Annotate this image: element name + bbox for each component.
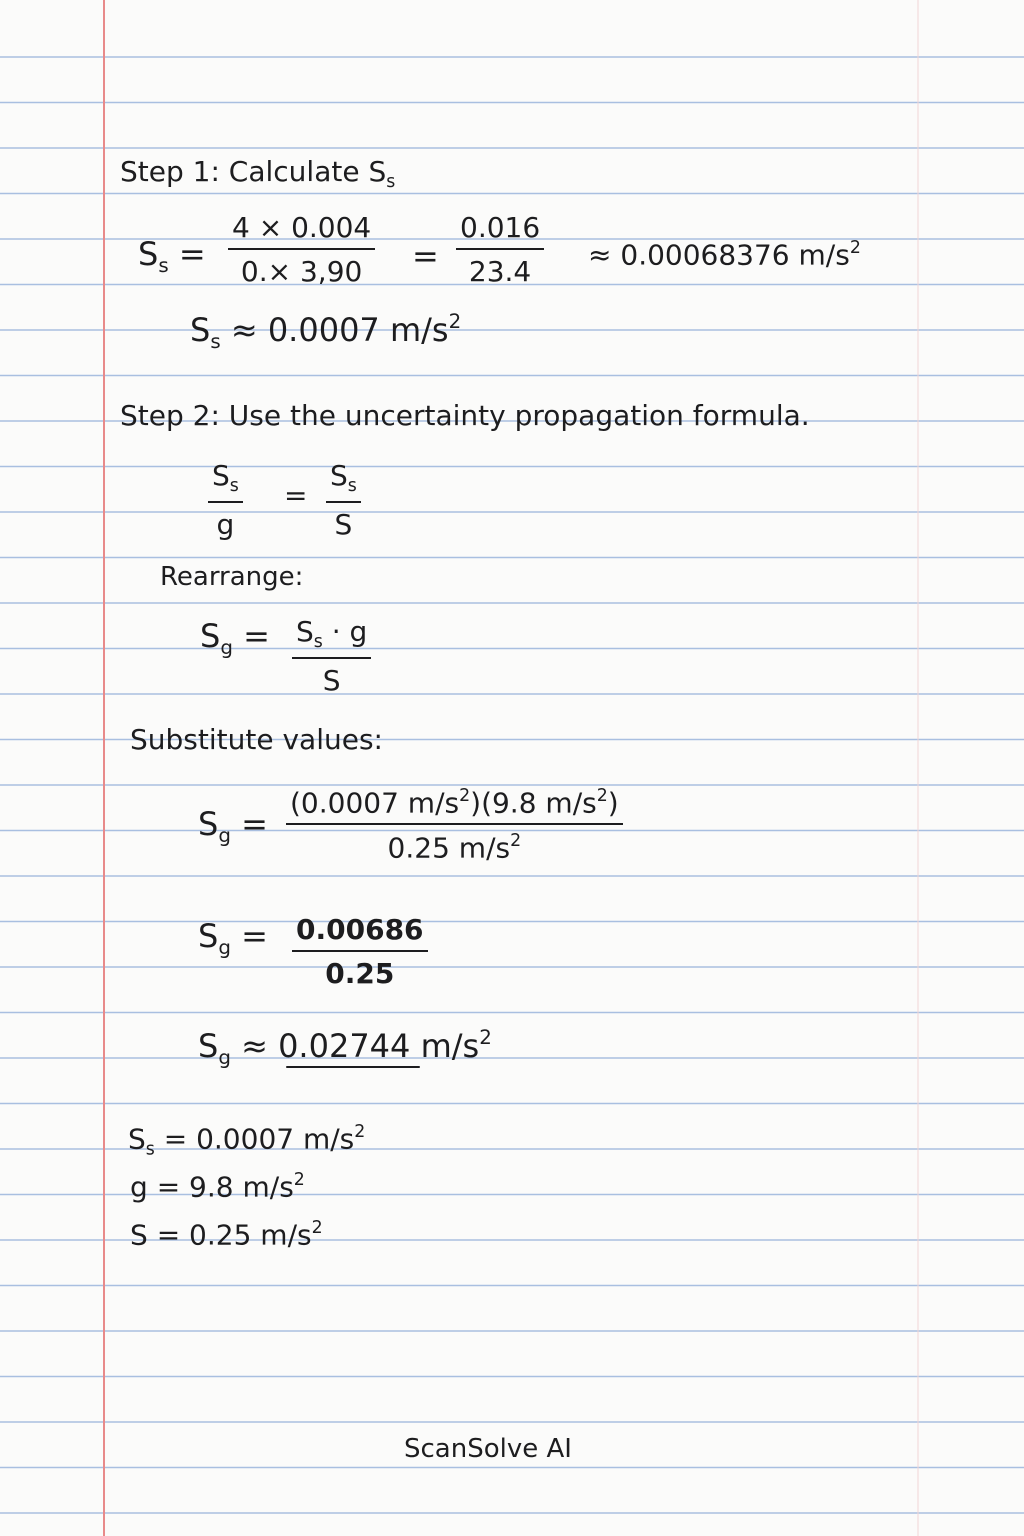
f1-den: g: [216, 508, 235, 542]
frac1-denominator: 0.× 3,90: [240, 255, 363, 288]
given-s-var: S: [130, 1218, 148, 1252]
step1-lhs-sub: s: [158, 253, 169, 277]
f1-num-sub: s: [229, 476, 239, 497]
given-g-var: g: [130, 1170, 148, 1204]
substitute-fraction: [286, 788, 623, 863]
frac1-numerator: 4 × 0.004: [232, 211, 372, 244]
calc-num: 0.00686: [296, 913, 424, 946]
calc-lhs-var: S: [198, 917, 219, 955]
given-s: [130, 1218, 323, 1252]
frac2-numerator: 0.016: [460, 211, 541, 244]
step1-title: Step 1: Calculate: [120, 155, 360, 188]
sub-eq: =: [241, 805, 268, 843]
sub-num-b: )(9.8 m/s: [470, 786, 597, 820]
final-underline: [286, 1066, 420, 1068]
final-answer: [198, 1028, 492, 1068]
propagation-eq: [284, 479, 308, 512]
given-s-exp: 2: [311, 1218, 323, 1238]
re-num-var: S: [296, 615, 314, 648]
step1-fraction-2: [456, 211, 544, 288]
step1-eq-2-sym: =: [412, 237, 439, 275]
final-approx: ≈: [241, 1026, 268, 1065]
footer-brand: [404, 1436, 572, 1462]
given-g: [130, 1170, 305, 1204]
rearrange-label: [160, 564, 303, 590]
rearrange-text: Rearrange:: [160, 562, 304, 592]
final-lhs-sub: g: [218, 1045, 231, 1069]
f2-den: S: [334, 508, 353, 542]
sub-num-a-exp: 2: [459, 786, 471, 806]
step1-title-var: S: [368, 155, 387, 188]
f2-num-sub: s: [347, 476, 357, 497]
rearranged-fraction: [292, 615, 371, 698]
step1-lhs: [138, 235, 206, 277]
sub-num-b-exp: 2: [596, 786, 608, 806]
given-g-exp: 2: [293, 1170, 305, 1190]
calc-lhs: [198, 917, 268, 959]
substitute-label: [130, 723, 383, 756]
final-unit: m/s: [410, 1026, 480, 1065]
propagation-fraction-left: [208, 459, 243, 542]
step1-heading: [120, 155, 396, 193]
rounded-sub: s: [210, 329, 221, 353]
step2-heading: [120, 399, 810, 432]
step1-lhs-var: S: [138, 235, 159, 273]
step1-eq-1: =: [178, 235, 206, 273]
given-s-value: = 0.25 m/s: [156, 1218, 312, 1252]
rounded-var: S: [190, 310, 211, 349]
re-lhs: S: [200, 617, 221, 655]
final-value: 0.02744: [278, 1026, 411, 1065]
final-lhs: S: [198, 1026, 219, 1065]
step2-title: Step 2: Use the uncertainty propagation formula.: [120, 399, 810, 432]
footer-brand-text: ScanSolve AI: [404, 1434, 572, 1464]
re-lhs-sub: g: [220, 635, 233, 659]
re-den: S: [322, 664, 341, 698]
f2-num: S: [330, 459, 348, 492]
step1-fraction-1: [228, 211, 375, 288]
substitute-text: Substitute values:: [130, 723, 383, 756]
propagation-eq-sym: =: [284, 479, 308, 512]
rounded-value: ≈ 0.0007 m/s: [230, 310, 449, 349]
given-ss: [128, 1124, 365, 1159]
step1-eq-2: [412, 237, 439, 275]
rounded-exp: 2: [448, 310, 462, 333]
calc-den: 0.25: [325, 957, 395, 990]
given-ss-exp: 2: [354, 1122, 366, 1142]
sub-lhs: S: [198, 805, 219, 843]
step1-result: [588, 238, 861, 272]
f1-num: S: [212, 459, 230, 492]
given-ss-sub: s: [145, 1139, 155, 1160]
sub-num-a: (0.0007 m/s: [290, 786, 460, 820]
step1-approx: ≈: [588, 238, 612, 272]
given-ss-value: = 0.0007 m/s: [163, 1122, 355, 1156]
step1-result-value: 0.00068376 m/s: [620, 238, 850, 272]
given-g-value: = 9.8 m/s: [156, 1170, 294, 1204]
re-num-sub: s: [313, 632, 323, 653]
calc-lhs-sub: g: [218, 935, 231, 959]
sub-lhs-sub: g: [218, 823, 231, 847]
sub-den: 0.25 m/s: [387, 831, 511, 865]
re-eq: =: [243, 617, 270, 655]
substitute-lhs: [198, 805, 268, 847]
step1-result-exp: 2: [849, 238, 861, 258]
final-exp: 2: [479, 1026, 492, 1049]
sub-den-exp: 2: [510, 831, 522, 852]
re-num-rest: · g: [322, 615, 368, 648]
step1-title-var-sub: s: [386, 172, 396, 193]
propagation-fraction-right: [326, 459, 361, 542]
given-ss-var: S: [128, 1122, 146, 1156]
step1-rounded: [190, 312, 461, 352]
calc-eq: =: [241, 917, 268, 955]
frac2-denominator: 23.4: [468, 255, 532, 288]
rearranged-lhs: [200, 617, 270, 659]
calc-fraction: [292, 913, 428, 990]
sub-num-c: ): [607, 786, 619, 820]
